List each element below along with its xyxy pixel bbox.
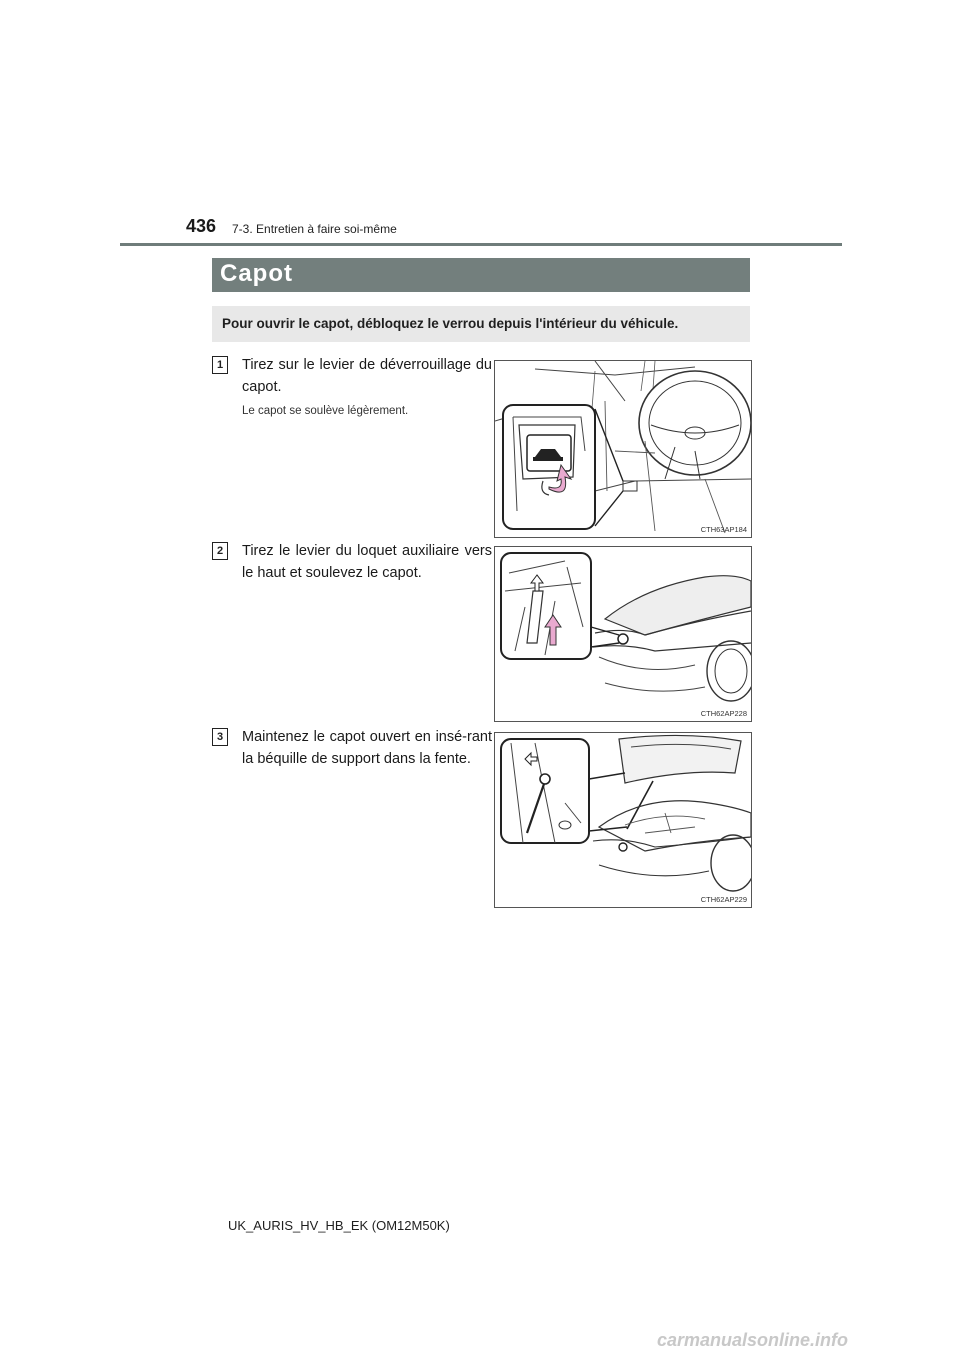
figure-code-2: CTH62AP228 [700, 709, 747, 718]
figure-code-3: CTH62AP229 [700, 895, 747, 904]
step-note-1: Le capot se soulève légèrement. [242, 405, 409, 417]
step-text-3: Maintenez le capot ouvert en insé-rant la béquille de support dans la fente. [242, 729, 492, 767]
figure-hood-support-rod [494, 732, 752, 908]
figure-auxiliary-latch [494, 546, 752, 722]
section-title: Capot [220, 260, 293, 287]
header-divider [120, 243, 842, 246]
step-number-3: 3 [212, 728, 228, 746]
watermark: carmanualsonline.info [657, 1330, 849, 1350]
step-number-2: 2 [212, 542, 228, 560]
step-text-2: Tirez le levier du loquet auxiliaire vers le haut et soulevez le capot. [242, 543, 492, 581]
figure-code-1: CTH63AP184 [700, 525, 747, 534]
figure-hood-release-lever [494, 360, 752, 538]
intro-box [212, 306, 750, 342]
running-header: 7-3. Entretien à faire soi-même [232, 222, 397, 236]
page-number: 436 [186, 216, 217, 236]
step-number-1: 1 [212, 356, 228, 374]
step-text-1: Tirez sur le levier de déverrouillage du capot. [242, 357, 492, 395]
section-title-bar [212, 258, 750, 292]
intro-text: Pour ouvrir le capot, débloquez le verrou depuis l'intérieur du véhicule. [222, 316, 679, 331]
footer-model-code: UK_AURIS_HV_HB_EK (OM12M50K) [228, 1218, 450, 1233]
